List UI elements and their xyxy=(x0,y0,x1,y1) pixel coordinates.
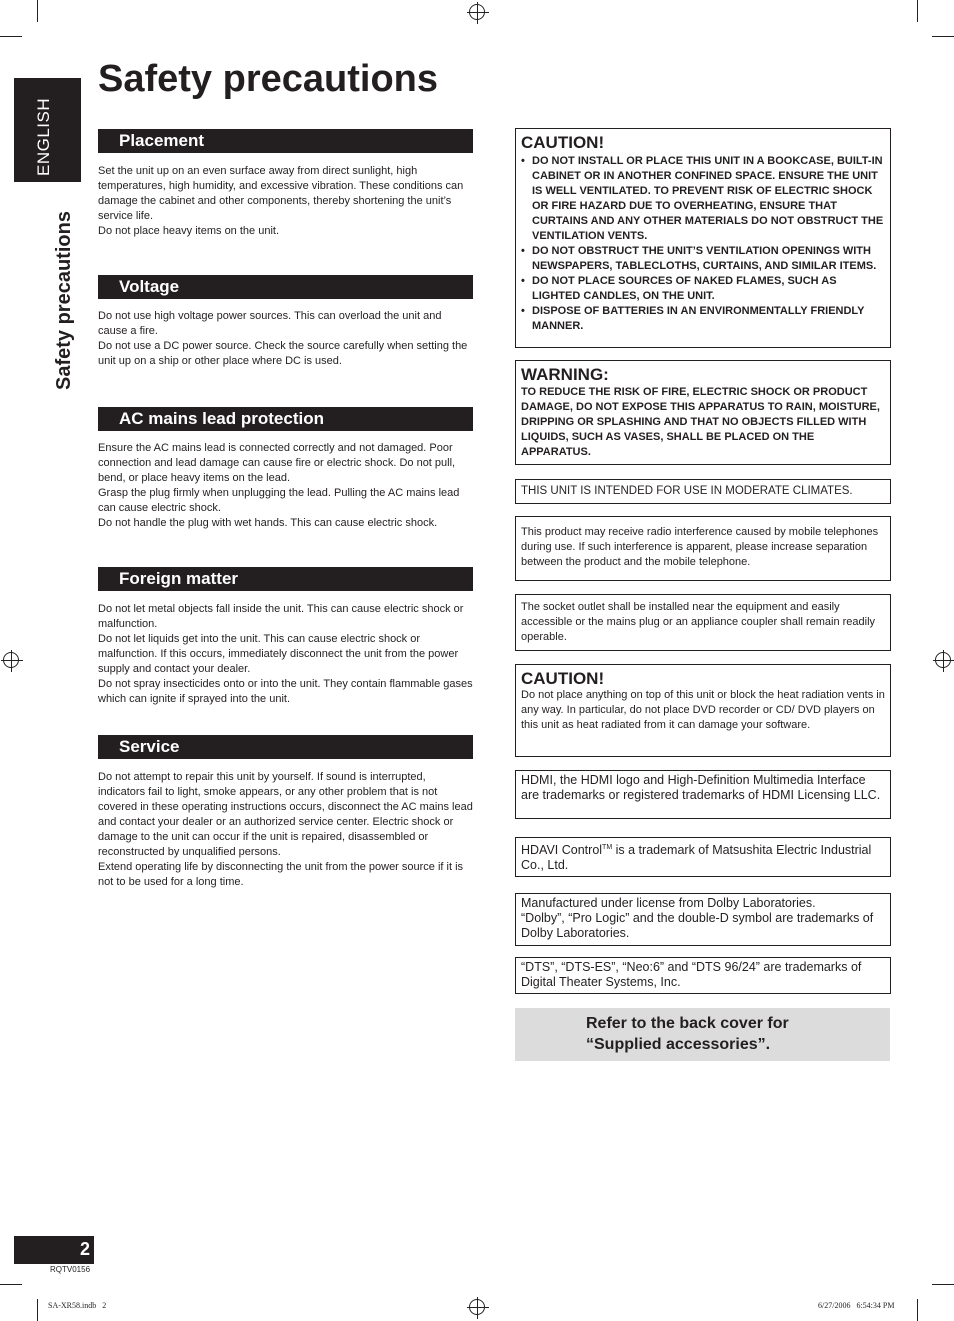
section-heading-voltage: Voltage xyxy=(98,275,473,299)
crop-mark xyxy=(932,36,954,37)
list-item: • DO NOT OBSTRUCT THE UNIT’S VENTILATION OPENINGS WITH NEWSPAPERS, TABLECLOTHS, CURTAINS, AND SIMILAR ITEMS. xyxy=(521,244,885,274)
model-code: RQTV0156 xyxy=(50,1265,91,1274)
section-heading-foreign-matter: Foreign matter xyxy=(98,567,473,591)
dts-note-box xyxy=(515,957,891,994)
dts-note: “DTS”, “DTS-ES”, “Neo:6” and “DTS 96/24” are trademarks of Digital Theater Systems, Inc. xyxy=(521,960,862,989)
hdmi-note-box xyxy=(515,770,891,819)
section-heading-ac-mains: AC mains lead protection xyxy=(98,407,473,431)
paragraph: Extend operating life by disconnecting the unit from the power source if it is not to be used for a long time. xyxy=(98,861,464,888)
registration-mark-icon xyxy=(469,4,485,20)
paragraph: Ensure the AC mains lead is connected correctly and not damaged. Poor connection and lead damage can cause fire or electric shock. Do not pull, bend, or place heavy items on the lead. xyxy=(98,442,456,484)
hdmi-note: HDMI, the HDMI logo and High-Definition Multimedia Interface are trademarks or registered trademarks of HDMI Licensing LLC. xyxy=(521,773,881,802)
caution-list xyxy=(521,154,885,334)
caution-title-2: CAUTION! xyxy=(521,669,605,688)
socket-note: The socket outlet shall be installed near the equipment and easily accessible or the mains plug or an appliance coupler shall remain readily operable. xyxy=(521,601,876,643)
crop-mark xyxy=(932,1284,954,1285)
dolby-note-box xyxy=(515,893,891,946)
section-body-service xyxy=(98,770,473,890)
registration-mark-icon xyxy=(3,652,19,668)
footer-timestamp: 6/27/2006 6:54:34 PM xyxy=(818,1301,895,1310)
list-item: • DISPOSE OF BATTERIES IN AN ENVIRONMENTALLY FRIENDLY MANNER. xyxy=(521,304,885,334)
refer-line1: Refer to the back cover for xyxy=(586,1015,789,1032)
paragraph: Do not place heavy items on the unit. xyxy=(98,225,279,237)
paragraph: Do not let metal objects fall inside the unit. This can cause electric shock or malfunction. xyxy=(98,603,464,630)
list-item: • DO NOT INSTALL OR PLACE THIS UNIT IN A BOOKCASE, BUILT-IN CABINET OR IN ANOTHER CONFINED SPACE. ENSURE THE UNIT IS WELL VENTILATED. TO PREVENT RISK OF ELECTRIC SHOCK OR FIRE HAZARD DUE TO OVERHEATING, ENSURE THAT CURTAINS AND ANY OTHER MATERIALS DO NOT OBSTRUCT THE VENTILATION VENTS. xyxy=(521,154,885,244)
section-body-foreign-matter xyxy=(98,602,473,707)
list-item: • DO NOT PLACE SOURCES OF NAKED FLAMES, SUCH AS LIGHTED CANDLES, ON THE UNIT. xyxy=(521,274,885,304)
warning-text: TO REDUCE THE RISK OF FIRE, ELECTRIC SHOCK OR PRODUCT DAMAGE, DO NOT EXPOSE THIS APPARATUS TO RAIN, MOISTURE, DRIPPING OR SPLASHING AND THAT NO OBJECTS FILLED WITH LIQUIDS, SUCH AS VASES, SHALL BE PLACED ON THE APPARATUS. xyxy=(521,386,880,458)
crop-mark xyxy=(37,0,38,22)
caution-text-2: Do not place anything on top of this unit or block the heat radiation vents in any way. In particular, do not place DVD recorder or CD/ DVD players on this unit as heat radiated from it can damage your software. xyxy=(521,689,885,731)
socket-note-box xyxy=(515,594,891,651)
caution-title: CAUTION! xyxy=(521,133,605,152)
dolby-note-line2: “Dolby”, “Pro Logic” and the double-D symbol are trademarks of Dolby Laboratories. xyxy=(521,911,874,940)
hdavi-suffix: is a trademark of Matsushita Electric Industrial Co., Ltd. xyxy=(521,843,872,873)
crop-mark xyxy=(0,1284,22,1285)
page-title: Safety precautions xyxy=(98,58,438,100)
paragraph: Do not handle the plug with wet hands. This can cause electric shock. xyxy=(98,517,438,529)
page-number-bar xyxy=(14,1236,94,1264)
footer-file: SA-XR58.indb 2 xyxy=(48,1301,107,1310)
language-tab-label: ENGLISH xyxy=(34,97,53,176)
section-heading-placement: Placement xyxy=(98,129,473,153)
paragraph: Grasp the plug firmly when unplugging the lead. Pulling the AC mains lead can cause electric shock. xyxy=(98,487,460,514)
radio-note: This product may receive radio interference caused by mobile telephones during use. If such interference is apparent, please increase separation between the product and the mobile telephone. xyxy=(521,526,879,568)
crop-mark xyxy=(917,0,918,22)
paragraph: Do not spray insecticides onto or into the unit. They contain flammable gases which can ignite if sprayed into the unit. xyxy=(98,678,473,705)
section-body-ac-mains xyxy=(98,441,473,531)
refer-line2: “Supplied accessories”. xyxy=(586,1036,771,1053)
section-body-placement xyxy=(98,164,473,239)
sidebar-section-title: Safety precautions xyxy=(53,211,75,390)
hdavi-note-box xyxy=(515,837,891,877)
registration-mark-icon xyxy=(935,652,951,668)
paragraph: Set the unit up on an even surface away from direct sunlight, high temperatures, high humidity, and excessive vibration. These conditions can damage the cabinet and other components, thereby shortening the unit’s service life. xyxy=(98,165,464,222)
hdavi-note xyxy=(521,840,885,873)
paragraph: Do not use a DC power source. Check the source carefully when setting the unit up on a ship or other place where DC is used. xyxy=(98,340,468,367)
dolby-note-line1: Manufactured under license from Dolby Laboratories. xyxy=(521,896,816,910)
warning-title: WARNING: xyxy=(521,365,609,384)
hdavi-prefix: HDAVI Control xyxy=(521,843,603,858)
paragraph: Do not attempt to repair this unit by yourself. If sound is interrupted, indicators fail to light, smoke appears, or any other problem that is not covered in these operating instructions occurs, disconnect the AC mains lead and contact your dealer or an authorized service center. Electric shock or damage to the unit can occur if the unit is repaired, disassembled or reconstructed by unqualified persons. xyxy=(98,771,473,858)
climate-note-box xyxy=(515,479,891,504)
climate-note: THIS UNIT IS INTENDED FOR USE IN MODERATE CLIMATES. xyxy=(521,485,853,497)
refer-back-cover-note xyxy=(515,1008,890,1061)
trademark-symbol: TM xyxy=(602,844,613,851)
crop-mark xyxy=(917,1299,918,1321)
paragraph: Do not let liquids get into the unit. This can cause electric shock or malfunction. If this occurs, immediately disconnect the unit from the power supply and contact your dealer. xyxy=(98,633,459,675)
caution-box-2 xyxy=(515,664,891,757)
crop-mark xyxy=(37,1299,38,1321)
warning-box xyxy=(515,360,891,465)
caution-box xyxy=(515,128,891,348)
section-body-voltage xyxy=(98,309,473,369)
crop-mark xyxy=(0,36,22,37)
paragraph: Do not use high voltage power sources. This can overload the unit and cause a fire. xyxy=(98,310,442,337)
radio-note-box xyxy=(515,516,891,581)
registration-mark-icon xyxy=(469,1299,485,1315)
section-heading-service: Service xyxy=(98,735,473,759)
page-number: 2 xyxy=(79,1239,90,1259)
